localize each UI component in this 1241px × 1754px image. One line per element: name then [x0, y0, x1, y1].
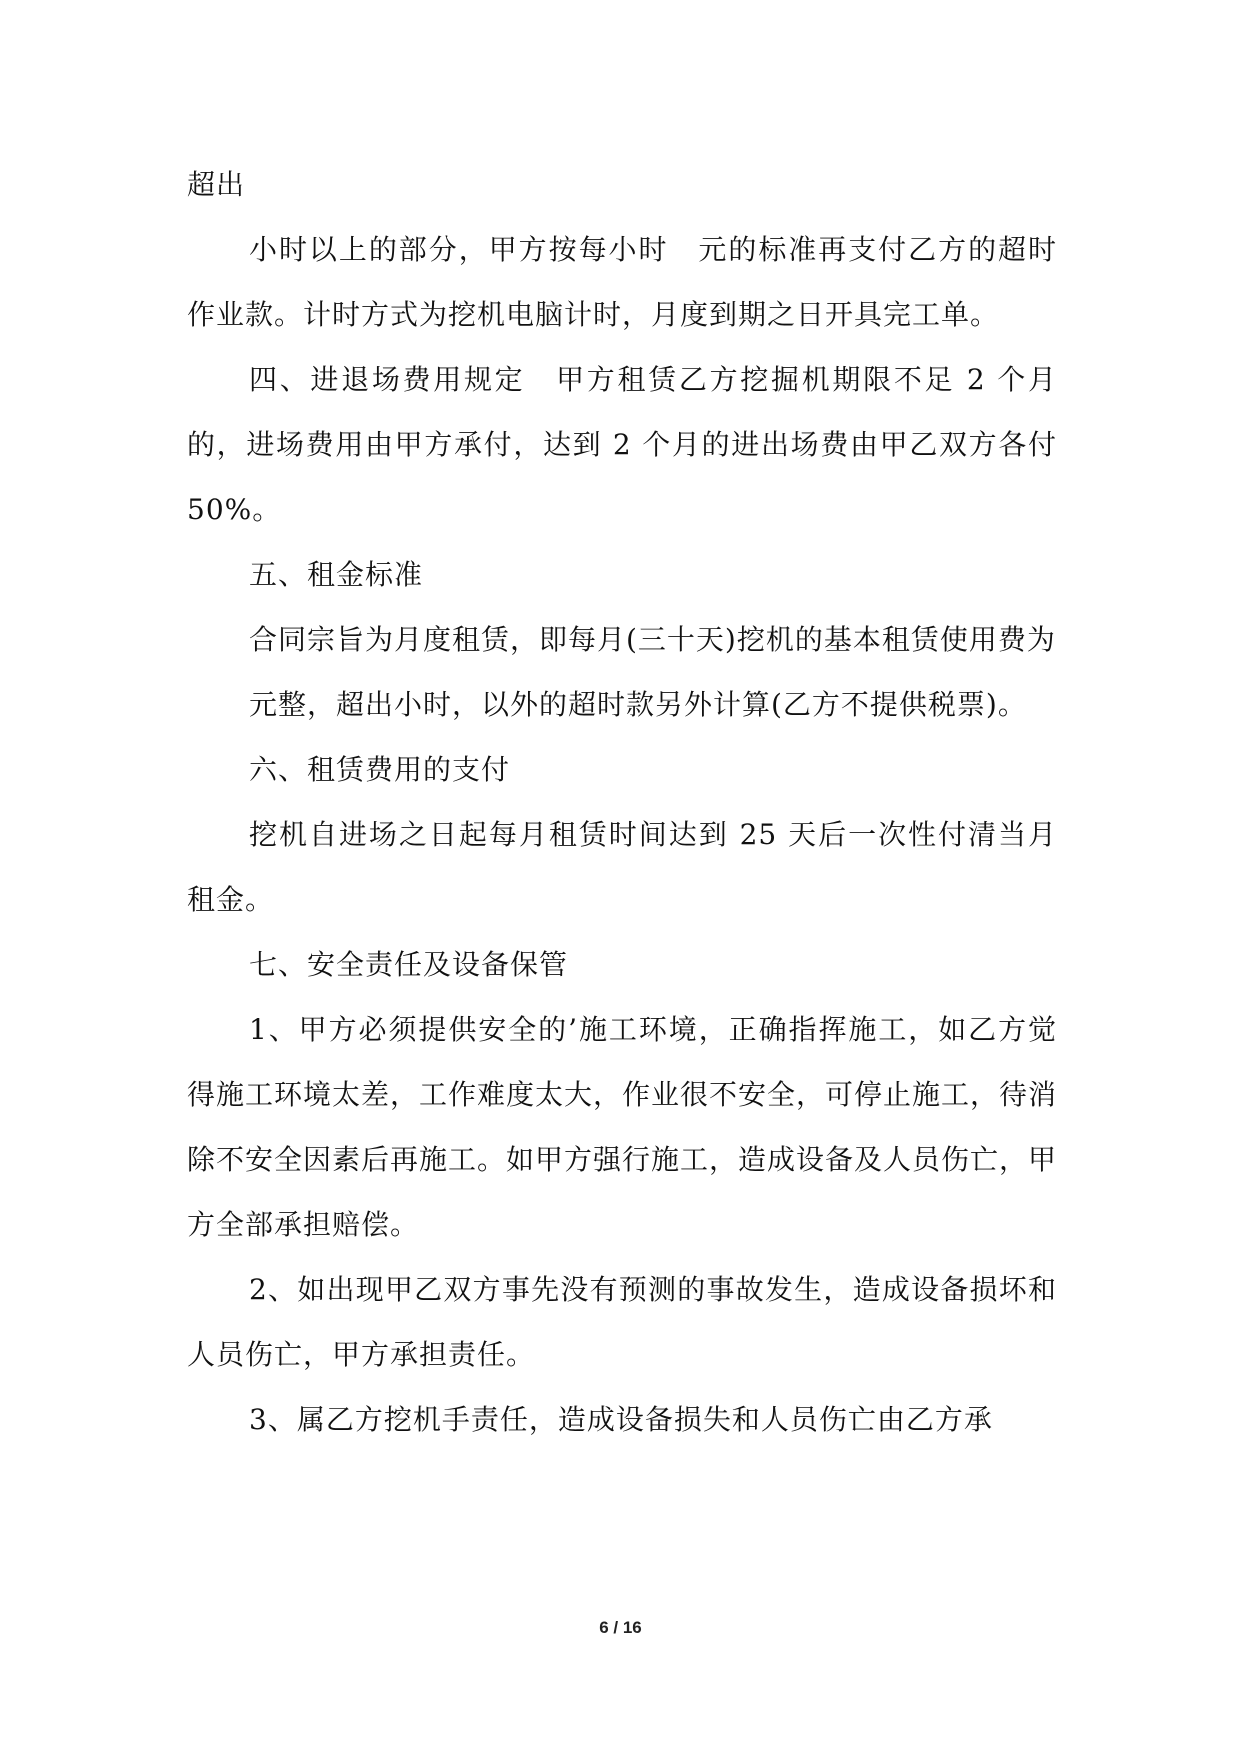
paragraph: 1、甲方必须提供安全的’施工环境，正确指挥施工，如乙方觉得施工环境太差，工作难度太大，作业很不安全，可停止施工，待消除不安全因素后再施工。如甲方强行施工，造成设备及人员伤亡，甲方全部承担赔偿。 — [187, 1013, 1058, 1241]
paragraph: 四、进退场费用规定 甲方租赁乙方挖掘机期限不足 2 个月的，进场费用由甲方承付，达到 2 个月的进出场费由甲乙双方各付 50%。 — [187, 363, 1057, 526]
paragraph: 元整，超出小时，以外的超时款另外计算(乙方不提供税票)。 — [249, 688, 1027, 721]
paragraph: 合同宗旨为月度租赁，即每月(三十天)挖机的基本租赁使用费为 — [249, 623, 1056, 656]
paragraph: 挖机自进场之日起每月租赁时间达到 25 天后一次性付清当月租金。 — [187, 818, 1057, 916]
paragraph: 六、租赁费用的支付 — [249, 753, 511, 786]
paragraph: 七、安全责任及设备保管 — [249, 948, 569, 981]
page-number: 6 / 16 — [599, 1618, 642, 1637]
paragraph: 小时以上的部分，甲方按每小时 元的标准再支付乙方的超时作业款。计时方式为挖机电脑计时，月度到期之日开具完工单。 — [187, 233, 1057, 331]
paragraph: 3、属乙方挖机手责任，造成设备损失和人员伤亡由乙方承 — [249, 1403, 993, 1436]
document-body — [187, 152, 1057, 1452]
paragraph: 2、如出现甲乙双方事先没有预测的事故发生，造成设备损坏和人员伤亡，甲方承担责任。 — [187, 1273, 1057, 1371]
paragraph: 超出 — [187, 168, 246, 201]
paragraph: 五、租金标准 — [249, 558, 424, 591]
